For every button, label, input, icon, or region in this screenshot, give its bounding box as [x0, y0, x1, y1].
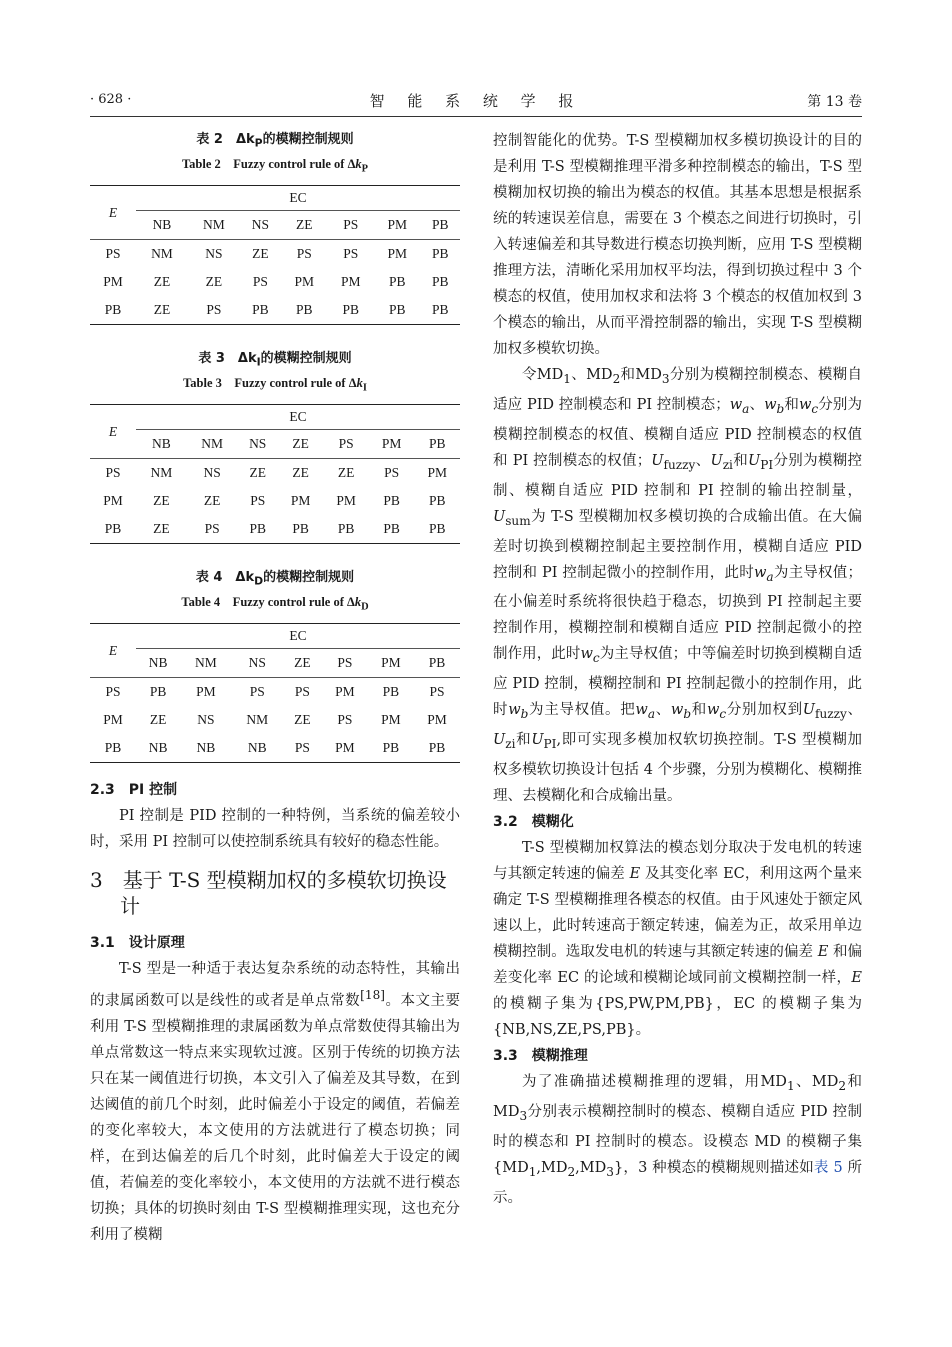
table-cell: PM	[336, 493, 356, 509]
table-caption-en: Table 4 Fuzzy control rule of $\Delta k_D$	[181, 594, 369, 613]
table-caption-en: Table 3 Fuzzy control rule of $\Delta k_I$	[183, 375, 367, 394]
table-cell: NB	[136, 734, 180, 763]
column-header: ZE	[283, 649, 322, 678]
fuzzy-rule-table	[90, 185, 460, 325]
table-caption-cn: 表 3 $\Delta k_I$的模糊控制规则	[198, 351, 352, 369]
table-cell: NS	[197, 712, 215, 728]
table-cell: NS	[205, 246, 223, 262]
column-header: NS	[238, 430, 278, 459]
table-cell: PM	[387, 246, 408, 262]
table-cell: PM	[322, 734, 368, 763]
table-cell: ZE	[337, 465, 355, 481]
column-header: NM	[188, 211, 240, 240]
column-header: PM	[369, 430, 415, 459]
rule-table-block	[90, 347, 460, 544]
row-label: PS	[105, 465, 121, 481]
table-cell: ZE	[203, 493, 221, 509]
table-cell: PB	[323, 515, 369, 544]
volume-label: 第 13 卷	[807, 94, 862, 110]
table-cell: NS	[203, 465, 221, 481]
right-paragraph-2: 令$MD_1$、$MD_2$和$MD_3$分别为模糊控制模态、模糊自适应 PID 控制模态和 PI 控制模态；$w_a$、$w_b$和$w_c$分别为模糊控制模态的权值、模糊自适应 PID 控制模态的权值和 PI 控制模态的权值；$U_{fuzzy}$、$U_{zi}$和$U_{PI}$分别为模糊控制、模糊自适应 PID 控制和 PI 控制的输出控制量，$U_{sum}$为 T-S 型模糊加权多模切换的合成输出值。在大偏差时切换到模糊控制起主要控制作用，模糊自适应 PID 控制和 PI 控制起微小的控制作用，此时$w_a$为主导权值；在小偏差时系统将很快趋于稳态，切换到 PI 控制起主要控制作用，模糊控制和模糊自适应 PID 控制起微小的控制作用，此时$w_c$为主导权值；中等偏差时切换到模糊自适应 PID 控制，模糊控制和 PI 控制起微小的控制作用，此时$w_b$为主导权值。把$w_a$、$w_b$和$w_c$分别加权到$U_{fuzzy}$、$U_{zi}$和$U_{PI}$,即可实现多模加权软切换控制。T-S 型模糊加权多模软切换设计包括 4 个步骤，分别为模糊化、模糊推理、去模糊化和合成输出量。	[493, 367, 863, 805]
row-label: PS	[105, 684, 121, 700]
table-cell: PB	[368, 734, 414, 763]
table-cell: PB	[432, 246, 449, 262]
section-2-3-title: 2.3 PI 控制	[90, 782, 178, 799]
table-cell: NM	[150, 465, 173, 481]
table-cell: ZE	[153, 274, 171, 290]
page-number: · 628 ·	[90, 92, 132, 107]
column-header: PB	[414, 649, 460, 678]
table-cell: PB	[389, 274, 406, 290]
col-group-ec: EC	[136, 405, 460, 430]
table-cell: PB	[369, 515, 415, 544]
page-header	[90, 88, 862, 116]
table-cell: NM	[151, 246, 173, 262]
row-label: PB	[90, 296, 136, 325]
table-cell: PM	[196, 684, 216, 700]
column-header: PM	[368, 649, 414, 678]
row-label: PB	[90, 515, 136, 544]
fuzzy-rule-table	[90, 404, 460, 544]
row-label: PM	[103, 274, 123, 290]
table-cell: PS	[343, 246, 359, 262]
table-cell: PB	[374, 296, 421, 325]
table-cell: PB	[414, 515, 460, 544]
header-rule	[90, 116, 862, 117]
table-row	[90, 240, 460, 269]
table-cell: PS	[283, 734, 322, 763]
table-cell: PM	[294, 274, 314, 290]
rule-table-block	[90, 566, 460, 763]
table-cell: PS	[429, 684, 445, 700]
table-cell: PS	[296, 246, 312, 262]
table-row	[90, 678, 460, 707]
table-cell: PM	[335, 684, 355, 700]
column-header: NB	[136, 649, 180, 678]
column-header: NM	[180, 649, 231, 678]
table-cell: NM	[246, 712, 269, 728]
table-cell: PB	[278, 515, 324, 544]
column-header: ZE	[278, 430, 324, 459]
row-label: PM	[103, 712, 123, 728]
col-group-ec: EC	[136, 624, 460, 649]
table-row	[90, 459, 460, 488]
rule-table-block	[90, 128, 460, 325]
section-3-1-paragraph: T-S 型是一种适于表达复杂系统的动态特性，其输出的隶属函数可以是线性的或者是单点常数[18]。本文主要利用 T-S 型模糊推理的隶属函数为单点常数使得其输出为单点常数这一特点来实现软过渡。区别于传统的切换方法只在某一阈值进行切换，本文引入了偏差及其导数，在到达阈值的前几个时刻，此时偏差小于设定的阈值，若偏差的变化率较大，本文使用的方法就进行了模态切换；同样，在到达偏差的后几个时刻，此时偏差大于设定的阈值，若偏差的变化率较小，本文使用的方法就不进行模态切换；具体的切换时刻由 T-S 型模糊推理实现，这也充分利用了模糊	[90, 961, 461, 1244]
table-cell: PS	[249, 684, 265, 700]
row-header-e: E	[90, 624, 136, 678]
table-cell: ZE	[136, 296, 188, 325]
section-3-title: 3 基于 T-S 型模糊加权的多模软切换设计	[90, 868, 447, 919]
table-cell: ZE	[136, 515, 187, 544]
column-header: NB	[136, 211, 188, 240]
table-cell: PB	[414, 734, 460, 763]
table-cell: PM	[341, 274, 361, 290]
table-cell: PS	[384, 465, 400, 481]
table-cell: PS	[337, 712, 353, 728]
tables-container	[90, 128, 460, 763]
table-cell: PB	[382, 684, 400, 700]
table-cell: PM	[381, 712, 401, 728]
section-3-1-title: 3.1 设计原理	[90, 935, 185, 952]
left-column	[90, 128, 460, 1248]
table-cell: ZE	[292, 465, 309, 481]
right-paragraph-1: 控制智能化的优势。T-S 型模糊加权多模切换设计的目的是利用 T-S 型模糊推理平滑多种控制模态的输出，T-S 型模糊加权切换的输出为模态的权值。其基本思想是根据系统的转速误差信息，需要在 3 个模态之间进行切换时，引入转速偏差和其导数进行模态切换判断，应用 T-S 型模糊推理方法，清晰化采用加权平均法，得到切换过程中 3 个模态的权值，使用加权求和法将 3 个模态的权值加权到 3 个模态的输出，从而平滑控制器的输出，实现 T-S 型模糊加权多模软切换。	[493, 133, 862, 357]
table-cell: PM	[427, 465, 447, 481]
table-row	[90, 268, 460, 296]
table-row	[90, 734, 460, 763]
row-header-e: E	[90, 405, 136, 459]
table-cell: PB	[240, 296, 281, 325]
table-cell: PB	[383, 493, 400, 509]
column-header: PS	[323, 430, 369, 459]
column-header: PS	[322, 649, 368, 678]
row-label: PM	[103, 493, 123, 509]
table-cell: PB	[428, 493, 446, 509]
row-label: PB	[90, 734, 136, 763]
column-header: ZE	[281, 211, 328, 240]
section-3-2-paragraph: T-S 型模糊加权算法的模态划分取决于发电机的转速与其额定转速的偏差 E 及其变化率 EC，利用这两个量来确定 T-S 型模糊推理各模态的权值。由于风速处于额定风速以上，此时转速高于额定转速，偏差为正，故采用单边模糊控制。选取发电机的转速与其额定转速的偏差 E 和偏差变化率 EC 的论域和模糊论域同前文模糊控制一样，E 的模糊子集为{PS,PW,PM,PB}，EC 的模糊子集为{NB,NS,ZE,PS,PB}。	[493, 840, 863, 1039]
section-3-3-paragraph: 为了准确描述模糊推理的逻辑，用$MD_1$、$MD_2$和$MD_3$分别表示模糊控制时的模态、模糊自适应 PID 控制时的模态和 PI 控制时的模态。设模态 MD 的模糊子集$\{MD_1,MD_2,MD_3\}$，3 种模态的模糊规则描述如表 5 所示。	[493, 1074, 862, 1206]
table-cell: PB	[328, 296, 375, 325]
table-caption-en: Table 2 Fuzzy control rule of $\Delta k_P$	[181, 156, 369, 175]
table-cell: ZE	[205, 274, 223, 290]
table-row	[90, 487, 460, 515]
column-header: PB	[421, 211, 460, 240]
table-cell: ZE	[294, 712, 311, 728]
column-header: PB	[414, 430, 460, 459]
table-caption-cn: 表 4 $\Delta k_D$的模糊控制规则	[195, 570, 355, 588]
table-cell: NB	[180, 734, 231, 763]
table-cell: PB	[238, 515, 278, 544]
table-cell: PS	[294, 684, 310, 700]
table-caption-cn: 表 2 $\Delta k_P$的模糊控制规则	[196, 132, 354, 150]
column-header: PM	[374, 211, 421, 240]
column-header: NS	[240, 211, 281, 240]
table-cell: ZE	[153, 493, 170, 509]
table-cell: ZE	[249, 465, 266, 481]
table-cell: PM	[427, 712, 447, 728]
column-header: PS	[328, 211, 375, 240]
table-cell: PS	[187, 515, 238, 544]
column-header: NB	[136, 430, 187, 459]
col-group-ec: EC	[136, 186, 460, 211]
row-label: PS	[105, 246, 121, 262]
table-cell: PS	[188, 296, 240, 325]
section-2-3-paragraph: PI 控制是 PID 控制的一种特例，当系统的偏差较小时，采用 PI 控制可以使控制系统具有较好的稳态性能。	[90, 808, 460, 851]
table-cell: PB	[421, 296, 460, 325]
table-cell: ZE	[149, 712, 167, 728]
table-cell: PM	[290, 493, 311, 509]
table-cell: PB	[149, 684, 167, 700]
row-header-e: E	[90, 186, 136, 240]
fuzzy-rule-table	[90, 623, 460, 763]
journal-name: 智 能 系 统 学 报	[369, 92, 583, 110]
table-row	[90, 706, 460, 734]
table-cell: PB	[432, 274, 449, 290]
table-cell: PB	[281, 296, 328, 325]
right-column	[493, 128, 862, 1211]
table-cell: ZE	[252, 246, 269, 262]
table-row	[90, 296, 460, 325]
table-cell: PS	[250, 493, 266, 509]
table-cell: NB	[232, 734, 283, 763]
column-header: NS	[232, 649, 283, 678]
section-3-3-title: 3.3 模糊推理	[493, 1048, 588, 1065]
table-row	[90, 515, 460, 544]
column-header: NM	[187, 430, 238, 459]
section-3-2-title: 3.2 模糊化	[493, 814, 574, 831]
table-cell: PS	[252, 274, 268, 290]
